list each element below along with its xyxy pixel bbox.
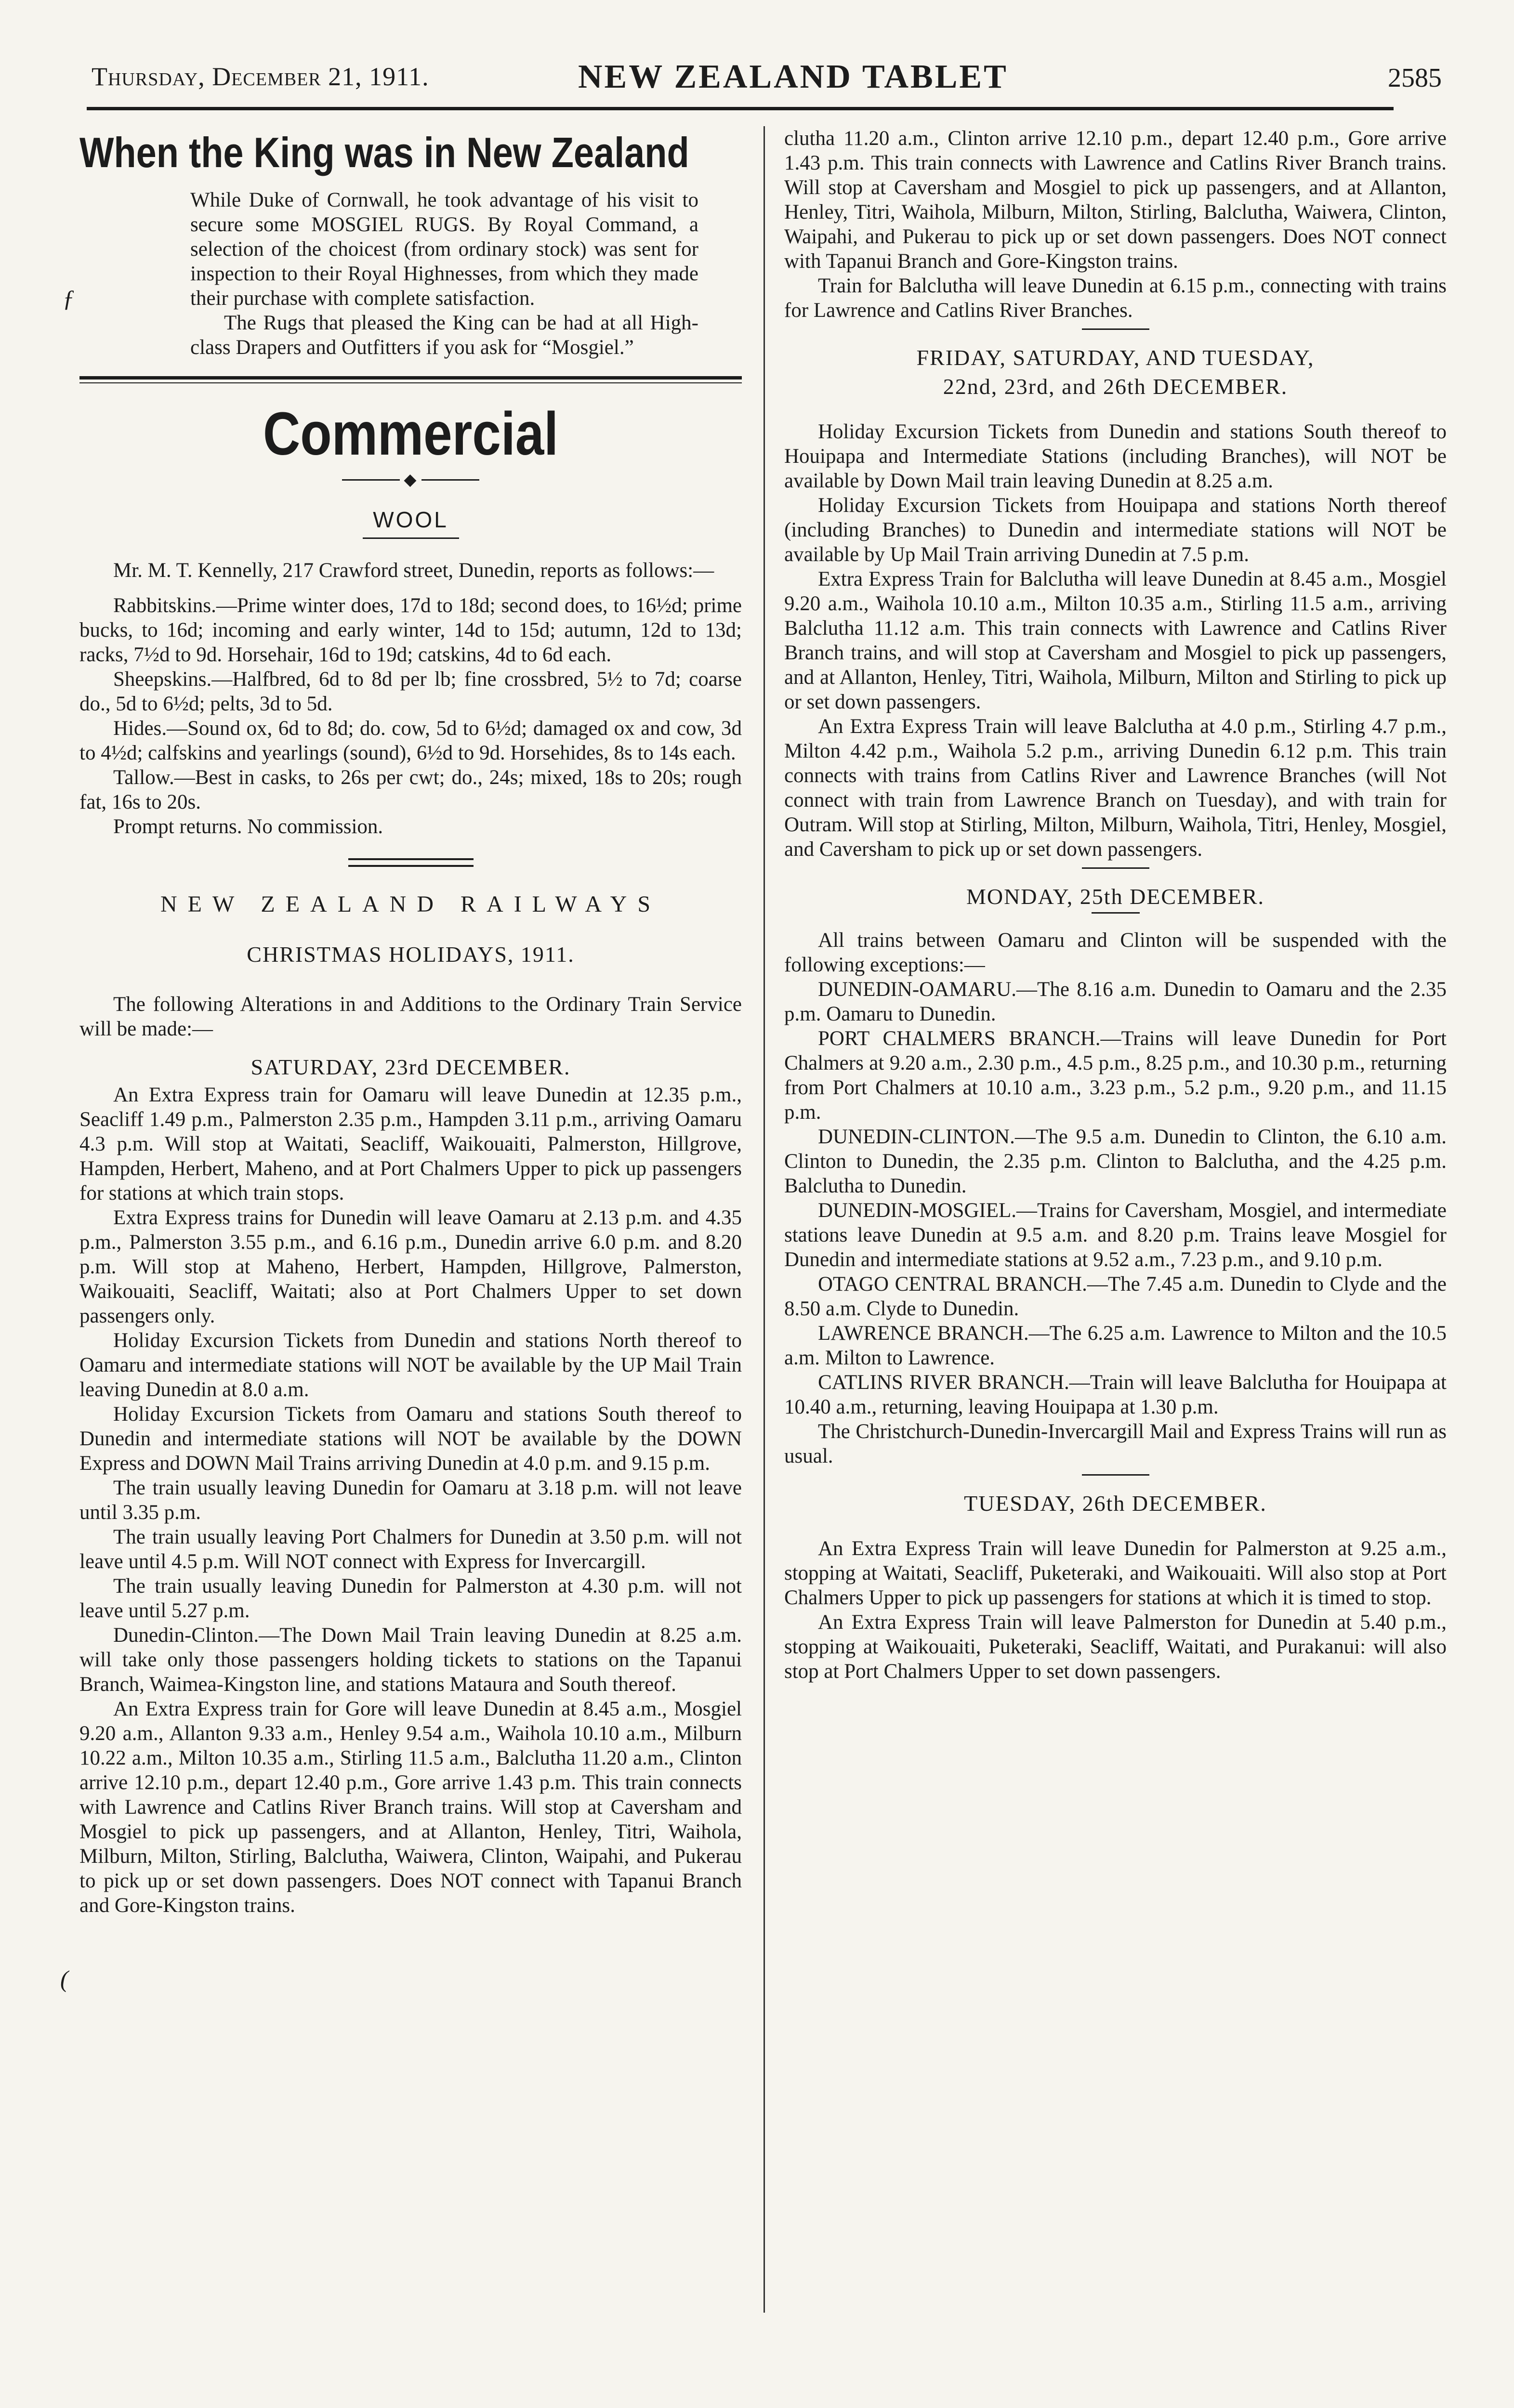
railways-heading: NEW ZEALAND RAILWAYS [160, 891, 661, 917]
section-rule [79, 376, 742, 380]
wool-paragraph: Rabbitskins.—Prime winter does, 17d to 18d; second does, to 16½d; prime bucks, to 16d; incoming and early winter, 14d to 15d; autumn, 12d to 13d; racks, 7½d to 9d. Horsehair, 16d to 19d; catskins, 4d to 6d each. [79, 594, 742, 666]
monday-paragraph: DUNEDIN-MOSGIEL.—Trains for Caversham, Mosgiel, and intermediate stations leave Dunedin at 9.5 a.m. and 8.20 p.m. Trains leave Mosgiel for Dunedin and intermediate stations at 9.52 a.m., 7.23 p.m., and 9.10 p.m. [784, 1199, 1447, 1271]
railways-intro: The following Alterations in and Additions to the Ordinary Train Service will be made:— [79, 993, 742, 1040]
page-number: 2585 [1388, 63, 1442, 93]
advert-paragraph: While Duke of Cornwall, he took advantage of his visit to secure some MOSGIEL RUGS. By Royal Command, a selection of the choicest (from ordinary stock) was sent for inspection to their Royal Highnesses, from which they made their purchase with complete satisfaction. [190, 189, 698, 310]
saturday-paragraph-continued: clutha 11.20 a.m., Clinton arrive 12.10 p.m., depart 12.40 p.m., Gore arrive 1.43 p.m. This train connects with Lawrence and Catlins River Branch trains. Will stop at Caversham and Mosgiel to pick up passengers, and at Allanton, Henley, Titri, Waihola, Milburn, Milton, Stirling, Balclutha, Waiwera, Clinton, Waipahi, and Pukerau to pick up or set down passengers. Does NOT connect with Tapanui Branch and Gore-Kingston trains. [784, 127, 1447, 273]
margin-mark: ƒ [63, 285, 75, 312]
short-rule [363, 537, 459, 539]
wool-heading: WOOL [373, 507, 448, 532]
monday-paragraph: DUNEDIN-CLINTON.—The 9.5 a.m. Dunedin to Clinton, the 6.10 a.m. Clinton to Dunedin, the 2.35 p.m. Clinton to Balclutha, and the 4.25 p.m. Balclutha to Dunedin. [784, 1125, 1447, 1197]
saturday-paragraph: An Extra Express train for Oamaru will leave Dunedin at 12.35 p.m., Seacliff 1.49 p.m., Palmerston 2.35 p.m., Hampden 3.11 p.m., arriving Oamaru 4.3 p.m. Will stop at Waitati, Seacliff, Waikouaiti, Palmerston, Hillgrove, Hampden, Herbert, Maheno, and at Port Chalmers Upper to pick up passengers for stations at which train stops. [79, 1084, 742, 1204]
advert-headline: When the King was in New Zealand [79, 129, 689, 176]
friday-heading: FRIDAY, SATURDAY, AND TUESDAY, [916, 345, 1315, 370]
saturday-paragraph: Holiday Excursion Tickets from Dunedin and stations North thereof to Oamaru and intermediate stations will NOT be available by the UP Mail Train leaving Dunedin at 8.0 a.m. [79, 1329, 742, 1401]
saturday-paragraph: The train usually leaving Dunedin for Palmerston at 4.30 p.m. will not leave until 5.27 p.m. [79, 1575, 742, 1622]
saturday-paragraph: Train for Balclutha will leave Dunedin at 6.15 p.m., connecting with trains for Lawrence and Catlins River Branches. [784, 275, 1447, 322]
short-rule [1092, 912, 1140, 914]
tuesday-heading: TUESDAY, 26th DECEMBER. [964, 1491, 1267, 1516]
short-rule [1082, 1474, 1149, 1476]
publication-title: NEW ZEALAND TABLET [578, 58, 1008, 95]
advertisement [79, 126, 742, 360]
header-rule [87, 107, 1394, 110]
saturday-paragraph: Dunedin-Clinton.—The Down Mail Train leaving Dunedin at 8.25 a.m. will take only those passengers holding tickets to stations on the Tapanui Branch, Waimea-Kingston line, and stations Mataura and South thereof. [79, 1624, 742, 1696]
wool-paragraph: Sheepskins.—Halfbred, 6d to 8d per lb; fine crossbred, 5½ to 7d; coarse do., 5d to 6½d; pelts, 3d to 5d. [79, 668, 742, 715]
monday-paragraph: DUNEDIN-OAMARU.—The 8.16 a.m. Dunedin to Oamaru and the 2.35 p.m. Oamaru to Dunedin. [784, 978, 1447, 1025]
saturday-paragraph: Extra Express trains for Dunedin will leave Oamaru at 2.13 p.m. and 4.35 p.m., Palmerston 3.55 p.m., and 6.16 p.m., Dunedin arrive 6.0 p.m. and 8.20 p.m. Will stop at Maheno, Herbert, Hampden, Hillgrove, Palmerston, Waikouaiti, Seacliff, Waitati; also at Port Chalmers Upper to set down passengers only. [79, 1206, 742, 1327]
section-rule [79, 382, 742, 383]
diamond-icon: ◆ [404, 471, 418, 489]
wool-paragraph: Tallow.—Best in casks, to 26s per cwt; do., 24s; mixed, 18s to 20s; rough fat, 16s to 20s. [79, 766, 742, 813]
monday-paragraph: CATLINS RIVER BRANCH.—Train will leave Balclutha for Houipapa at 10.40 a.m., returning, leaving Houipapa at 1.30 p.m. [784, 1371, 1447, 1418]
wool-paragraph: Mr. M. T. Kennelly, 217 Crawford street, Dunedin, reports as follows:— [113, 559, 714, 582]
saturday-heading: SATURDAY, 23rd DECEMBER. [250, 1055, 571, 1079]
double-rule [348, 858, 474, 867]
monday-paragraph: LAWRENCE BRANCH.—The 6.25 a.m. Lawrence to Milton and the 10.5 a.m. Milton to Lawrence. [784, 1322, 1447, 1369]
friday-heading-dates: 22nd, 23rd, and 26th DECEMBER. [943, 374, 1288, 399]
short-rule [1082, 867, 1149, 869]
saturday-paragraph: The train usually leaving Dunedin for Oamaru at 3.18 p.m. will not leave until 3.35 p.m. [79, 1477, 742, 1524]
friday-paragraph: An Extra Express Train will leave Balclutha at 4.0 p.m., Stirling 4.7 p.m., Milton 4.42 p.m., Waihola 5.2 p.m., arriving Dunedin 6.12 p.m. This train connects with trains from Catlins River and Lawrence Branches (will Not connect with train from Lawrence Branch on Tuesday), and with train for Outram. Will stop at Stirling, Milton, Milburn, Waihola, Titri, Henley, Mosgiel, and Caversham to pick up or set down passengers. [784, 715, 1447, 861]
tuesday-paragraph: An Extra Express Train will leave Palmerston for Dunedin at 5.40 p.m., stopping at Waikouaiti, Puketeraki, Seacliff, Waitati, and Purakanui: will also stop at Port Chalmers Upper to set down passengers. [784, 1611, 1447, 1683]
tuesday-paragraph: An Extra Express Train will leave Dunedin for Palmerston at 9.25 a.m., stopping at Waitati, Seacliff, Puketeraki, and Waikouaiti. Will also stop at Port Chalmers Upper to pick up passengers for stations at which it is timed to stop. [784, 1537, 1447, 1609]
railways-subheading: CHRISTMAS HOLIDAYS, 1911. [247, 942, 575, 967]
monday-paragraph: All trains between Oamaru and Clinton will be suspended with the following exceptions:— [784, 929, 1447, 976]
commercial-heading: Commercial [263, 400, 559, 468]
running-header [92, 58, 1442, 101]
left-column [79, 126, 742, 1917]
friday-paragraph: Extra Express Train for Balclutha will leave Dunedin at 8.45 a.m., Mosgiel 9.20 a.m., Waihola 10.10 a.m., Milton 10.35 a.m., Stirling 11.5 a.m., arriving Balclutha 11.12 a.m. This train connects with Lawrence and Catlins River Branch trains, and will stop at Caversham and Mosgiel to pick up passengers, and at Allanton, Henley, Titri, Waihola, Milburn, Milton and Stirling to pick up or set down passengers. [784, 568, 1447, 713]
margin-mark: ( [60, 1965, 68, 1992]
advert-body [79, 188, 742, 360]
right-column [784, 126, 1447, 1684]
advert-paragraph: The Rugs that pleased the King can be had at all High-class Drapers and Outfitters if you ask for “Mosgiel.” [190, 312, 698, 359]
ornament [79, 470, 742, 489]
header-date: Thursday, December 21, 1911. [92, 62, 429, 91]
monday-heading: MONDAY, 25th DECEMBER. [966, 884, 1265, 909]
monday-paragraph: PORT CHALMERS BRANCH.—Trains will leave Dunedin for Port Chalmers at 9.20 a.m., 2.30 p.m., 4.5 p.m., 8.25 p.m., and 10.30 p.m., returning from Port Chalmers at 10.10 a.m., 3.23 p.m., 5.2 p.m., 9.20 p.m., and 11.15 p.m. [784, 1027, 1447, 1124]
friday-paragraph: Holiday Excursion Tickets from Houipapa and stations North thereof (including Branches) to Dunedin and intermediate stations will NOT be available by Up Mail Train arriving Dunedin at 7.5 p.m. [784, 494, 1447, 566]
column-divider [764, 126, 765, 2313]
monday-paragraph: The Christchurch-Dunedin-Invercargill Mail and Express Trains will run as usual. [784, 1420, 1447, 1467]
wool-paragraph: Hides.—Sound ox, 6d to 8d; do. cow, 5d to 6½d; damaged ox and cow, 3d to 4½d; calfskins and yearlings (sound), 6½d to 9d. Horsehides, 8s to 14s each. [79, 717, 742, 764]
saturday-paragraph: The train usually leaving Port Chalmers for Dunedin at 3.50 p.m. will not leave until 4.5 p.m. Will NOT connect with Express for Invercargill. [79, 1526, 742, 1573]
saturday-paragraph: Holiday Excursion Tickets from Oamaru and stations South thereof to Dunedin and intermediate stations will NOT be available by the DOWN Express and DOWN Mail Trains arriving Dunedin at 4.0 p.m. and 9.15 p.m. [79, 1403, 742, 1475]
short-rule [1082, 328, 1149, 330]
monday-paragraph: OTAGO CENTRAL BRANCH.—The 7.45 a.m. Dunedin to Clyde and the 8.50 a.m. Clyde to Dunedin. [784, 1273, 1447, 1320]
saturday-paragraph: An Extra Express train for Gore will leave Dunedin at 8.45 a.m., Mosgiel 9.20 a.m., Allanton 9.33 a.m., Henley 9.54 a.m., Waihola 10.10 a.m., Milburn 10.22 a.m., Milton 10.35 a.m., Stirling 11.5 a.m., Balclutha 11.20 a.m., Clinton arrive 12.10 p.m., depart 12.40 p.m., Gore arrive 1.43 p.m. This train connects with Lawrence and Catlins River Branch trains. Will stop at Caversham and Mosgiel to pick up passengers, and at Allanton, Henley, Titri, Waihola, Milburn, Milton, Stirling, Balclutha, Waiwera, Clinton, Waipahi, and Pukerau to pick up or set down passengers. Does NOT connect with Tapanui Branch and Gore-Kingston trains. [79, 1698, 742, 1917]
friday-paragraph: Holiday Excursion Tickets from Dunedin and stations South thereof to Houipapa and Intermediate Stations (including Branches), will NOT be available by Down Mail train leaving Dunedin at 8.25 a.m. [784, 420, 1447, 492]
wool-paragraph: Prompt returns. No commission. [113, 815, 383, 838]
